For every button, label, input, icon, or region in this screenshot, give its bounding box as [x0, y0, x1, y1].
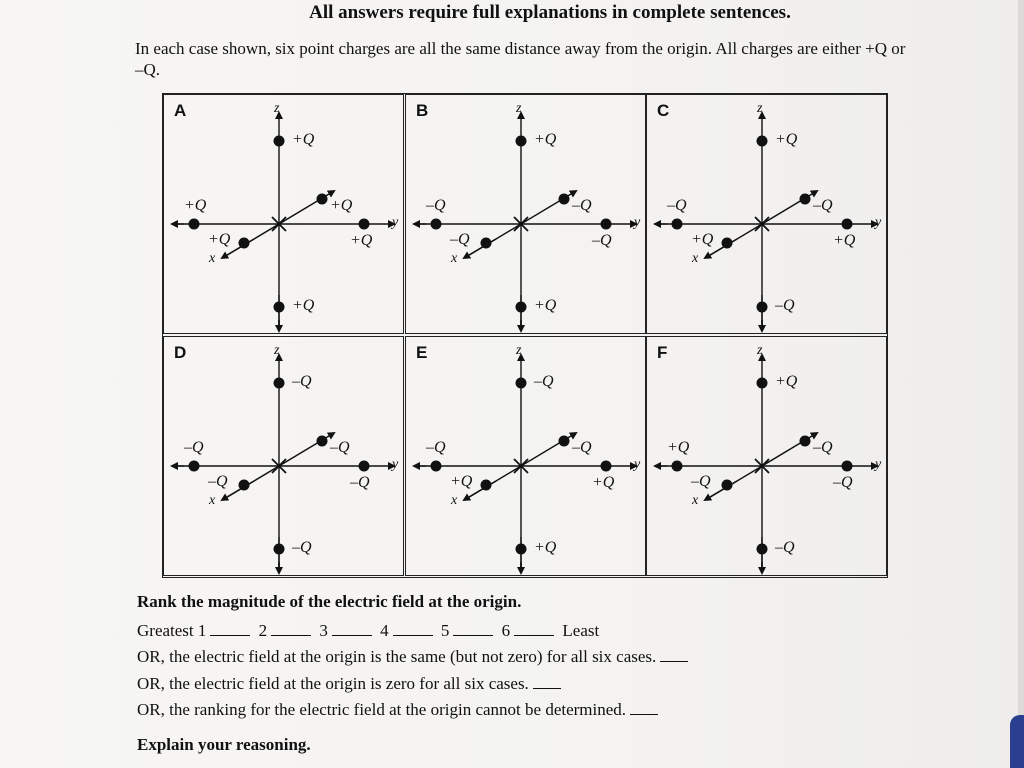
point-charge	[559, 194, 570, 205]
or-same-blank[interactable]	[660, 647, 688, 662]
x-axis-label: x	[692, 493, 699, 508]
x-axis-label: x	[209, 493, 216, 508]
case-e-panel	[405, 336, 646, 576]
point-charge	[601, 219, 612, 230]
charge-right-label: –Q	[833, 474, 853, 491]
case-label: B	[416, 101, 429, 120]
y-axis-label: y	[875, 457, 882, 472]
point-charge	[757, 378, 768, 389]
point-charge	[757, 136, 768, 147]
point-charge	[189, 461, 200, 472]
point-charge	[481, 238, 492, 249]
charge-front-label: +Q	[691, 231, 714, 248]
point-charge	[431, 219, 442, 230]
x-axis-label: x	[692, 251, 699, 266]
charge-diagram	[406, 95, 647, 335]
charge-front-label: –Q	[208, 473, 228, 490]
point-charge	[516, 544, 527, 555]
charge-diagram	[164, 95, 405, 335]
point-charge	[274, 302, 285, 313]
rank-2-label: 2	[258, 621, 268, 640]
case-f-panel	[646, 336, 887, 576]
page-edge	[1018, 0, 1024, 768]
or-same-text: OR, the electric field at the origin is the same (but not zero) for all six cases.	[137, 647, 657, 666]
z-axis-label: z	[274, 101, 280, 116]
page-title: All answers require full explanations in complete sentences.	[309, 2, 791, 23]
point-charge	[359, 219, 370, 230]
charge-bottom-label: +Q	[292, 297, 315, 314]
case-label: E	[416, 343, 428, 362]
intro-text: In each case shown, six point charges are all the same distance away from the origin. All charges are either +Q or –Q.	[135, 39, 906, 79]
charge-left-label: –Q	[426, 197, 446, 214]
rank-1-blank[interactable]	[210, 621, 250, 636]
z-axis-label: z	[757, 101, 763, 116]
charge-bottom-label: +Q	[534, 297, 557, 314]
charge-front-label: +Q	[450, 473, 473, 490]
charge-diagram	[647, 95, 888, 335]
charge-bottom-label: –Q	[292, 539, 312, 556]
charge-top-label: –Q	[292, 373, 312, 390]
z-axis-label: z	[516, 101, 522, 116]
ranking-line	[137, 621, 599, 641]
or-same-line	[137, 647, 692, 667]
charge-diagram	[164, 337, 405, 577]
x-axis-label: x	[451, 493, 458, 508]
or-zero-text: OR, the electric field at the origin is zero for all six cases.	[137, 674, 529, 693]
rank-4-label: 4	[380, 621, 389, 640]
point-charge	[516, 378, 527, 389]
charge-back-label: –Q	[813, 439, 833, 456]
charge-back-label: +Q	[330, 197, 353, 214]
point-charge	[800, 194, 811, 205]
y-axis-label: y	[875, 215, 882, 230]
charge-top-label: +Q	[775, 131, 798, 148]
point-charge	[239, 238, 250, 249]
charge-left-label: –Q	[184, 439, 204, 456]
rank-2-blank[interactable]	[271, 621, 311, 636]
charge-bottom-label: –Q	[775, 297, 795, 314]
point-charge	[842, 219, 853, 230]
point-charge	[317, 436, 328, 447]
least-label: Least	[562, 621, 600, 640]
y-axis-label: y	[634, 457, 641, 472]
or-zero-blank[interactable]	[533, 674, 561, 689]
x-axis-label: x	[209, 251, 216, 266]
ranking-heading: Rank the magnitude of the electric field at the origin.	[137, 592, 522, 611]
case-c-panel	[646, 94, 887, 334]
case-label: C	[657, 101, 670, 120]
rank-3-label: 3	[319, 621, 328, 640]
x-axis-label: x	[451, 251, 458, 266]
point-charge	[757, 302, 768, 313]
charge-back-label: –Q	[330, 439, 350, 456]
y-axis-label: y	[634, 215, 641, 230]
point-charge	[359, 461, 370, 472]
point-charge	[274, 544, 285, 555]
rank-6-blank[interactable]	[514, 621, 554, 636]
point-charge	[757, 544, 768, 555]
point-charge	[601, 461, 612, 472]
point-charge	[274, 136, 285, 147]
z-axis-label: z	[274, 343, 280, 358]
charge-front-label: –Q	[691, 473, 711, 490]
charge-bottom-label: –Q	[775, 539, 795, 556]
background-object	[1010, 715, 1024, 768]
point-charge	[274, 378, 285, 389]
rank-5-label: 5	[440, 621, 450, 640]
point-charge	[559, 436, 570, 447]
point-charge	[722, 238, 733, 249]
case-d-panel	[163, 336, 404, 576]
charge-back-label: –Q	[572, 197, 592, 214]
case-b-panel	[405, 94, 646, 334]
charge-bottom-label: +Q	[534, 539, 557, 556]
charge-diagram	[647, 337, 888, 577]
charge-right-label: +Q	[592, 474, 615, 491]
charge-top-label: +Q	[292, 131, 315, 148]
rank-5-blank[interactable]	[453, 621, 493, 636]
point-charge	[672, 461, 683, 472]
charge-front-label: +Q	[208, 231, 231, 248]
y-axis-label: y	[392, 457, 399, 472]
charge-right-label: –Q	[592, 232, 612, 249]
rank-3-blank[interactable]	[332, 621, 372, 636]
charge-left-label: –Q	[426, 439, 446, 456]
point-charge	[481, 480, 492, 491]
charge-top-label: –Q	[534, 373, 554, 390]
case-label: A	[174, 101, 187, 120]
explain-prompt: Explain your reasoning.	[137, 735, 311, 754]
greatest-label: Greatest 1	[137, 621, 207, 640]
z-axis-label: z	[757, 343, 763, 358]
point-charge	[239, 480, 250, 491]
or-cannot-text: OR, the ranking for the electric field at the origin cannot be determined.	[137, 700, 627, 719]
charge-diagram	[406, 337, 647, 577]
rank-6-label: 6	[501, 621, 511, 640]
rank-4-blank[interactable]	[393, 621, 433, 636]
point-charge	[800, 436, 811, 447]
charge-right-label: +Q	[350, 232, 373, 249]
charge-left-label: +Q	[184, 197, 207, 214]
or-cannot-blank[interactable]	[630, 700, 658, 715]
charge-back-label: –Q	[813, 197, 833, 214]
charge-left-label: –Q	[667, 197, 687, 214]
charge-front-label: –Q	[450, 231, 470, 248]
point-charge	[516, 136, 527, 147]
y-axis-label: y	[392, 215, 399, 230]
charge-left-label: +Q	[667, 439, 690, 456]
diagram-grid	[162, 93, 888, 578]
charge-right-label: –Q	[350, 474, 370, 491]
point-charge	[672, 219, 683, 230]
case-label: F	[657, 343, 668, 362]
case-a-panel	[163, 94, 404, 334]
point-charge	[317, 194, 328, 205]
charge-top-label: +Q	[534, 131, 557, 148]
point-charge	[722, 480, 733, 491]
point-charge	[431, 461, 442, 472]
charge-back-label: –Q	[572, 439, 592, 456]
point-charge	[189, 219, 200, 230]
point-charge	[516, 302, 527, 313]
z-axis-label: z	[516, 343, 522, 358]
point-charge	[842, 461, 853, 472]
or-zero-line	[137, 674, 565, 694]
or-cannot-line	[137, 700, 662, 720]
charge-top-label: +Q	[775, 373, 798, 390]
case-label: D	[174, 343, 187, 362]
charge-right-label: +Q	[833, 232, 856, 249]
